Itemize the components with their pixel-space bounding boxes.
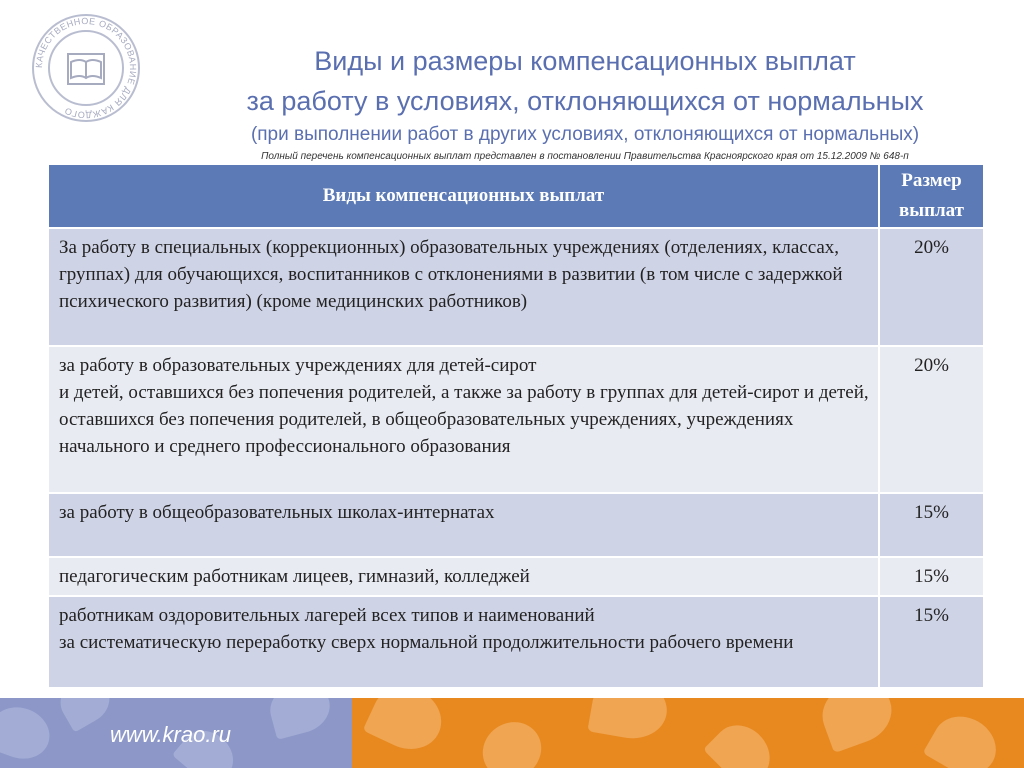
footer-banner — [0, 698, 1024, 768]
row-description-line1: за работу в образовательных учреждениях для детей-сирот — [59, 355, 537, 376]
row-value: 15% — [879, 596, 984, 688]
leaf-decoration — [52, 698, 118, 732]
row-value: 20% — [879, 346, 984, 493]
leaf-decoration — [472, 711, 553, 768]
table-row — [48, 493, 984, 557]
page-subtitle: (при выполнении работ в других условиях, отклоняющихся от нормальных) — [250, 124, 920, 145]
leaf-decoration — [587, 698, 671, 744]
table-row — [48, 346, 984, 493]
row-description: За работу в специальных (коррекционных) образовательных учреждениях (отделениях, классах, группах) для обучающихся, воспитанников с отклонениями в развитии (в том числе с задержкой психического развития) (кроме медицинских работников) — [48, 228, 879, 346]
row-description-line2: и детей, оставшихся без попечения родителей, а также за работу в группах для детей-сирот и детей, оставшихся без попечения родителей, в общеобразовательных учреждениях, учреждениях начального и среднего профессионального образования — [59, 382, 869, 457]
leaf-decoration — [363, 698, 452, 760]
row-description — [48, 346, 879, 493]
leaf-decoration — [265, 698, 336, 740]
table-header-row — [48, 164, 984, 228]
source-note: Полный перечень компенсационных выплат представлен в постановлении Правительства Красноярского края от 15.12.2009 № 648-п — [261, 151, 909, 162]
book-seal-icon — [30, 12, 142, 124]
row-description-line1: работникам оздоровительных лагерей всех типов и наименований — [59, 605, 595, 626]
table-row — [48, 228, 984, 346]
page-title-line2: за работу в условиях, отклоняющихся от нормальных — [246, 86, 924, 116]
table-row — [48, 596, 984, 688]
leaf-decoration — [0, 699, 57, 767]
footer-left-panel — [0, 698, 352, 768]
leaf-decoration — [703, 714, 781, 768]
row-description — [48, 596, 879, 688]
compensation-table — [47, 163, 985, 689]
row-value: 20% — [879, 228, 984, 346]
row-value: 15% — [879, 557, 984, 596]
row-description: за работу в общеобразовательных школах-интернатах — [48, 493, 879, 557]
column-header-types: Виды компенсационных выплат — [48, 164, 879, 228]
column-header-size — [879, 164, 984, 228]
logo-seal-text: КАЧЕСТВЕННОЕ ОБРАЗОВАНИЕ ДЛЯ КАЖДОГО — [33, 15, 139, 121]
row-description: педагогическим работникам лицеев, гимназий, колледжей — [48, 557, 879, 596]
column-header-size-line2: выплат — [898, 200, 965, 221]
leaf-decoration — [814, 698, 900, 753]
page-title-line1: Виды и размеры компенсационных выплат — [314, 46, 856, 76]
row-description-line2: за систематическую переработку сверх нормальной продолжительности рабочего времени — [59, 632, 794, 653]
leaf-decoration — [923, 705, 1007, 768]
column-header-size-line1: Размер — [901, 170, 962, 191]
footer-right-panel — [352, 698, 1024, 768]
row-value: 15% — [879, 493, 984, 557]
logo-seal — [30, 12, 142, 124]
site-url: www.krao.ru — [110, 722, 232, 747]
table-row — [48, 557, 984, 596]
